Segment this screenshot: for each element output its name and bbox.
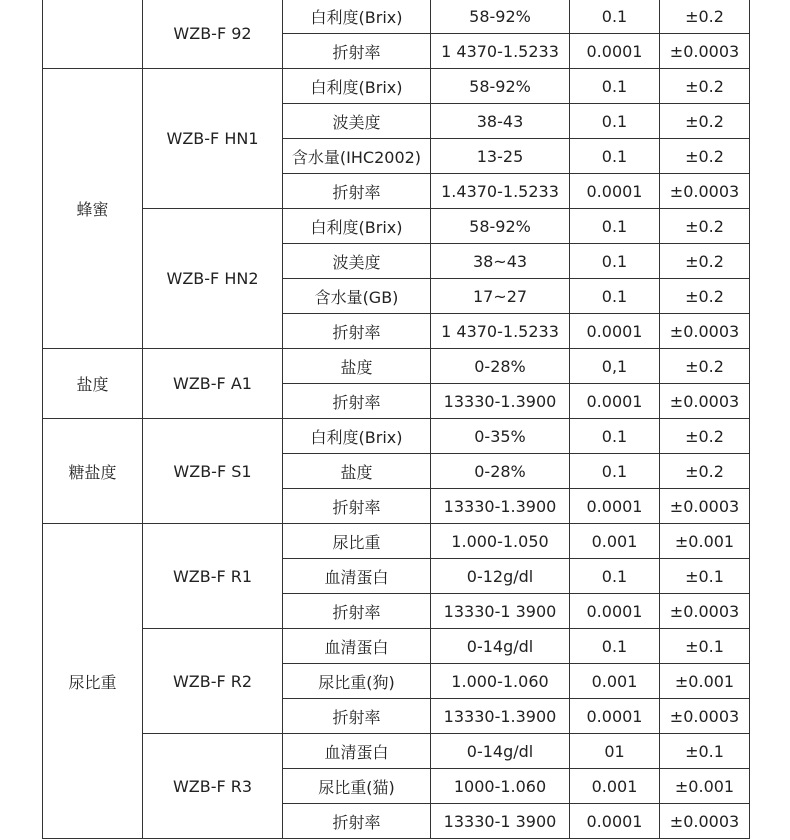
accuracy-cell: ±0.2 xyxy=(660,139,750,174)
model-cell: WZB-F HN2 xyxy=(143,209,283,349)
range-cell: 58-92% xyxy=(431,69,570,104)
accuracy-cell: ±0.2 xyxy=(660,69,750,104)
item-cell: 折射率 xyxy=(283,489,431,524)
range-cell: 1 4370-1.5233 xyxy=(431,34,570,69)
accuracy-cell: ±0.2 xyxy=(660,0,750,34)
item-cell: 白利度(Brix) xyxy=(283,419,431,454)
item-cell: 折射率 xyxy=(283,804,431,839)
category-cell: 盐度 xyxy=(43,349,143,419)
accuracy-cell: ±0.0003 xyxy=(660,804,750,839)
resolution-cell: 0.0001 xyxy=(570,34,660,69)
resolution-cell: 0.0001 xyxy=(570,804,660,839)
range-cell: 58-92% xyxy=(431,0,570,34)
item-cell: 白利度(Brix) xyxy=(283,0,431,34)
range-cell: 13330-1.3900 xyxy=(431,384,570,419)
resolution-cell: 0.1 xyxy=(570,244,660,279)
range-cell: 38-43 xyxy=(431,104,570,139)
item-cell: 折射率 xyxy=(283,384,431,419)
accuracy-cell: ±0.2 xyxy=(660,244,750,279)
range-cell: 0-12g/dl xyxy=(431,559,570,594)
resolution-cell: 0.0001 xyxy=(570,489,660,524)
item-cell: 尿比重(狗) xyxy=(283,664,431,699)
resolution-cell: 0.1 xyxy=(570,209,660,244)
item-cell: 含水量(IHC2002) xyxy=(283,139,431,174)
spec-table xyxy=(42,0,750,839)
item-cell: 波美度 xyxy=(283,244,431,279)
accuracy-cell: ±0.1 xyxy=(660,629,750,664)
resolution-cell: 01 xyxy=(570,734,660,769)
accuracy-cell: ±0.2 xyxy=(660,454,750,489)
resolution-cell: 0.001 xyxy=(570,769,660,804)
resolution-cell: 0.1 xyxy=(570,629,660,664)
item-cell: 折射率 xyxy=(283,314,431,349)
model-cell: WZB-F HN1 xyxy=(143,69,283,209)
resolution-cell: 0.001 xyxy=(570,664,660,699)
item-cell: 尿比重 xyxy=(283,524,431,559)
category-cell xyxy=(43,0,143,69)
table-row xyxy=(43,349,750,384)
model-cell: WZB-F S1 xyxy=(143,419,283,524)
range-cell: 1.000-1.060 xyxy=(431,664,570,699)
model-cell: WZB-F A1 xyxy=(143,349,283,419)
item-cell: 折射率 xyxy=(283,174,431,209)
resolution-cell: 0.0001 xyxy=(570,594,660,629)
accuracy-cell: ±0.0003 xyxy=(660,34,750,69)
resolution-cell: 0.1 xyxy=(570,419,660,454)
range-cell: 13330-1.3900 xyxy=(431,699,570,734)
item-cell: 白利度(Brix) xyxy=(283,69,431,104)
range-cell: 1.000-1.050 xyxy=(431,524,570,559)
range-cell: 1 4370-1.5233 xyxy=(431,314,570,349)
range-cell: 0-35% xyxy=(431,419,570,454)
resolution-cell: 0.1 xyxy=(570,559,660,594)
accuracy-cell: ±0.001 xyxy=(660,524,750,559)
resolution-cell: 0,1 xyxy=(570,349,660,384)
table-row xyxy=(43,734,750,769)
table-row xyxy=(43,419,750,454)
table-row xyxy=(43,524,750,559)
resolution-cell: 0.001 xyxy=(570,524,660,559)
table-row xyxy=(43,69,750,104)
accuracy-cell: ±0.0003 xyxy=(660,384,750,419)
item-cell: 含水量(GB) xyxy=(283,279,431,314)
accuracy-cell: ±0.2 xyxy=(660,209,750,244)
accuracy-cell: ±0.2 xyxy=(660,419,750,454)
accuracy-cell: ±0.0003 xyxy=(660,699,750,734)
resolution-cell: 0.0001 xyxy=(570,384,660,419)
resolution-cell: 0.1 xyxy=(570,139,660,174)
model-cell: WZB-F R3 xyxy=(143,734,283,839)
range-cell: 0-28% xyxy=(431,349,570,384)
item-cell: 盐度 xyxy=(283,349,431,384)
item-cell: 血清蛋白 xyxy=(283,559,431,594)
category-cell: 蜂蜜 xyxy=(43,69,143,349)
range-cell: 13330-1.3900 xyxy=(431,489,570,524)
accuracy-cell: ±0.1 xyxy=(660,734,750,769)
resolution-cell: 0.0001 xyxy=(570,174,660,209)
resolution-cell: 0.1 xyxy=(570,69,660,104)
resolution-cell: 0.1 xyxy=(570,0,660,34)
resolution-cell: 0.0001 xyxy=(570,314,660,349)
range-cell: 13330-1 3900 xyxy=(431,594,570,629)
category-cell: 糖盐度 xyxy=(43,419,143,524)
model-cell: WZB-F R1 xyxy=(143,524,283,629)
item-cell: 血清蛋白 xyxy=(283,629,431,664)
range-cell: 58-92% xyxy=(431,209,570,244)
accuracy-cell: ±0.0003 xyxy=(660,489,750,524)
model-cell: WZB-F 92 xyxy=(143,0,283,69)
item-cell: 折射率 xyxy=(283,34,431,69)
range-cell: 1.4370-1.5233 xyxy=(431,174,570,209)
table-row xyxy=(43,209,750,244)
table-row xyxy=(43,0,750,34)
range-cell: 17~27 xyxy=(431,279,570,314)
accuracy-cell: ±0.001 xyxy=(660,664,750,699)
accuracy-cell: ±0.0003 xyxy=(660,314,750,349)
table-row xyxy=(43,629,750,664)
model-cell: WZB-F R2 xyxy=(143,629,283,734)
range-cell: 13330-1 3900 xyxy=(431,804,570,839)
resolution-cell: 0.1 xyxy=(570,279,660,314)
category-cell: 尿比重 xyxy=(43,524,143,839)
resolution-cell: 0.1 xyxy=(570,104,660,139)
range-cell: 0-14g/dl xyxy=(431,629,570,664)
item-cell: 波美度 xyxy=(283,104,431,139)
item-cell: 尿比重(猫) xyxy=(283,769,431,804)
item-cell: 白利度(Brix) xyxy=(283,209,431,244)
accuracy-cell: ±0.001 xyxy=(660,769,750,804)
accuracy-cell: ±0.2 xyxy=(660,279,750,314)
accuracy-cell: ±0.2 xyxy=(660,349,750,384)
item-cell: 折射率 xyxy=(283,699,431,734)
item-cell: 折射率 xyxy=(283,594,431,629)
range-cell: 38~43 xyxy=(431,244,570,279)
resolution-cell: 0.0001 xyxy=(570,699,660,734)
accuracy-cell: ±0.0003 xyxy=(660,594,750,629)
accuracy-cell: ±0.0003 xyxy=(660,174,750,209)
range-cell: 0-14g/dl xyxy=(431,734,570,769)
item-cell: 血清蛋白 xyxy=(283,734,431,769)
range-cell: 0-28% xyxy=(431,454,570,489)
item-cell: 盐度 xyxy=(283,454,431,489)
accuracy-cell: ±0.1 xyxy=(660,559,750,594)
accuracy-cell: ±0.2 xyxy=(660,104,750,139)
resolution-cell: 0.1 xyxy=(570,454,660,489)
range-cell: 13-25 xyxy=(431,139,570,174)
range-cell: 1000-1.060 xyxy=(431,769,570,804)
